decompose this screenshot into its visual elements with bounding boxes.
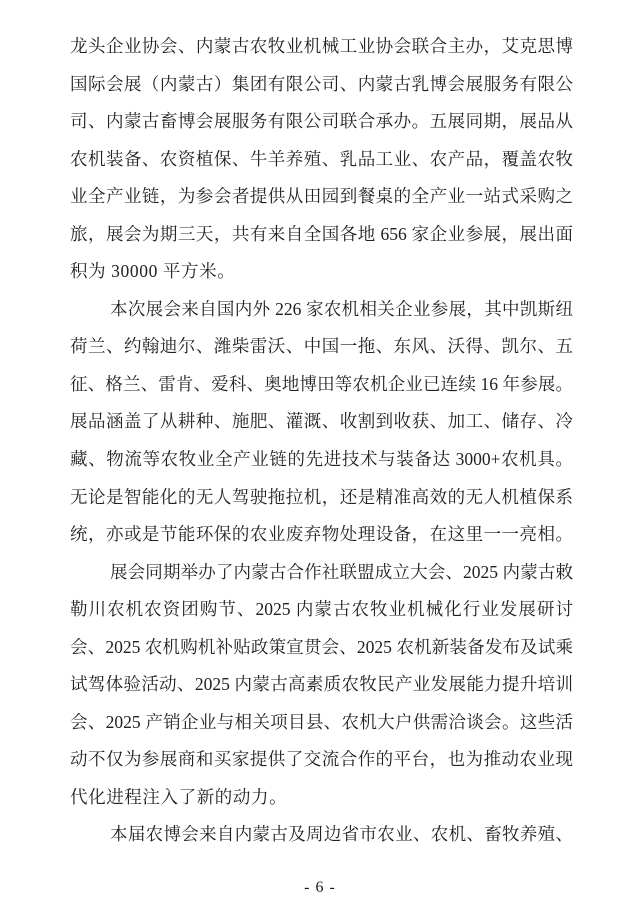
text-line: 农机装备、农资植保、牛羊养殖、乳品工业、农产品，覆盖农牧: [70, 148, 573, 169]
text-line: 会、2025 产销企业与相关项目县、农机大户供需洽谈会。这些活: [70, 711, 573, 732]
text-line: 积为 30000 平方米。: [70, 261, 236, 282]
text-line: 代化进程注入了新的动力。: [70, 786, 288, 807]
document-body: [70, 28, 573, 854]
text-line: 试驾体验活动、2025 内蒙古高素质农牧民产业发展能力提升培训: [70, 674, 573, 695]
text-line: 统，亦或是节能环保的农业废弃物处理设备，在这里一一亮相。: [70, 524, 573, 545]
text-line: 国际会展（内蒙古）集团有限公司、内蒙古乳博会展服务有限公: [70, 73, 573, 94]
text-line: 勒川农机农资团购节、2025 内蒙古农牧业机械化行业发展研讨: [70, 599, 573, 620]
text-line: 会、2025 农机购机补贴政策宣贯会、2025 农机新装备发布及试乘: [70, 636, 573, 657]
text-line paragraph-start: 展会同期举办了内蒙古合作社联盟成立大会、2025 内蒙古敕: [110, 561, 573, 582]
page-number: - 6 -: [304, 879, 336, 896]
text-line: 业全产业链，为参会者提供从田园到餐桌的全产业一站式采购之: [70, 186, 573, 207]
text-line: 司、内蒙古畜博会展服务有限公司联合承办。五展同期，展品从: [70, 111, 573, 132]
text-line paragraph-start: 本次展会来自国内外 226 家农机相关企业参展，其中凯斯纽: [110, 298, 573, 319]
text-line: 展品涵盖了从耕种、施肥、灌溉、收割到收获、加工、储存、冷: [70, 411, 573, 432]
text-line paragraph-start: 本届农博会来自内蒙古及周边省市农业、农机、畜牧养殖、: [110, 824, 573, 845]
text-line: 荷兰、约翰迪尔、潍柴雷沃、中国一拖、东风、沃得、凯尔、五: [70, 336, 573, 357]
text-line: 征、格兰、雷肯、爱科、奥地博田等农机企业已连续 16 年参展。: [70, 373, 573, 394]
text-line: 龙头企业协会、内蒙古农牧业机械工业协会联合主办，艾克思博: [70, 36, 573, 56]
page-footer: [0, 877, 640, 899]
text-line: 旅，展会为期三天，共有来自全国各地 656 家企业参展，展出面: [70, 223, 573, 244]
text-line: 无论是智能化的无人驾驶拖拉机，还是精准高效的无人机植保系: [70, 486, 573, 507]
text-line: 藏、物流等农牧业全产业链的先进技术与装备达 3000+农机具。: [70, 449, 573, 470]
text-line: 动不仅为参展商和买家提供了交流合作的平台，也为推动农业现: [70, 749, 573, 770]
